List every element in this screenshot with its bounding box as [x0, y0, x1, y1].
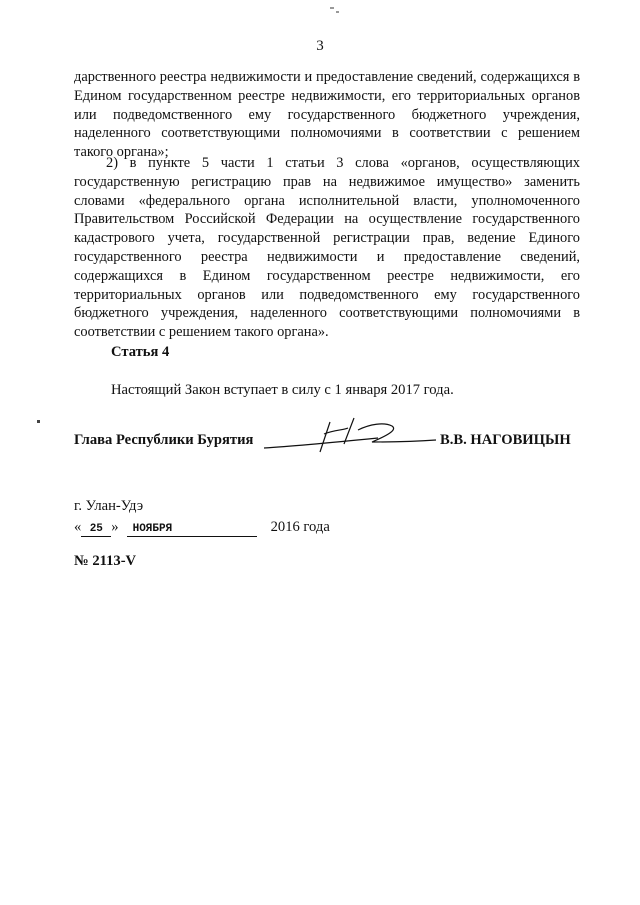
- paragraph-item-2: [74, 154, 580, 342]
- date-line: [74, 519, 330, 537]
- handwritten-signature: [258, 408, 438, 458]
- signatory-title: Глава Республики Бурятия: [74, 432, 254, 448]
- article-heading: Статья 4: [111, 344, 170, 360]
- paragraph-continuation: дарственного реестра недвижимости и предоставление сведений, содержащихся в Едином государственном реестре недвижимости, его территориальных органов или подведомственного ему государственного бюджетного учреждения, наделенного соответствующими полномочиями в соответствии с решением такого органа»;: [74, 69, 580, 161]
- date-close-quote: »: [111, 519, 119, 535]
- margin-dot: [37, 420, 40, 423]
- article-text: Настоящий Закон вступает в силу с 1 января 2017 года.: [111, 382, 454, 398]
- top-scan-mark: [328, 6, 342, 14]
- law-number: № 2113-V: [74, 553, 137, 569]
- paragraph-item-2-text: 2) в пункте 5 части 1 статьи 3 слова «органов, осуществляющих государственную регистрацию прав на недвижимое имущество» заменить словами «федерального органа исполнительной власти, уполномоченного Правительством Российской Федерации на осуществление государственного кадастрового учета, государственной регистрации прав, ведение Единого государственного реестра недвижимости и предоставление сведений, содержащихся в Едином государственном реестре недвижимости, его территориальных органов или подведомственного ему государственного бюджетного учреждения, наделенного соответствующими полномочиями в соответствии с решением такого органа».: [74, 155, 580, 341]
- signatory-name: В.В. НАГОВИЦЫН: [440, 432, 571, 448]
- date-open-quote: «: [74, 519, 82, 535]
- date-month: НОЯБРЯ: [127, 522, 257, 537]
- city-line: г. Улан-Удэ: [74, 498, 144, 514]
- date-year: 2016 года: [270, 519, 330, 535]
- page-number: 3: [316, 38, 324, 54]
- date-day: 25: [81, 522, 111, 537]
